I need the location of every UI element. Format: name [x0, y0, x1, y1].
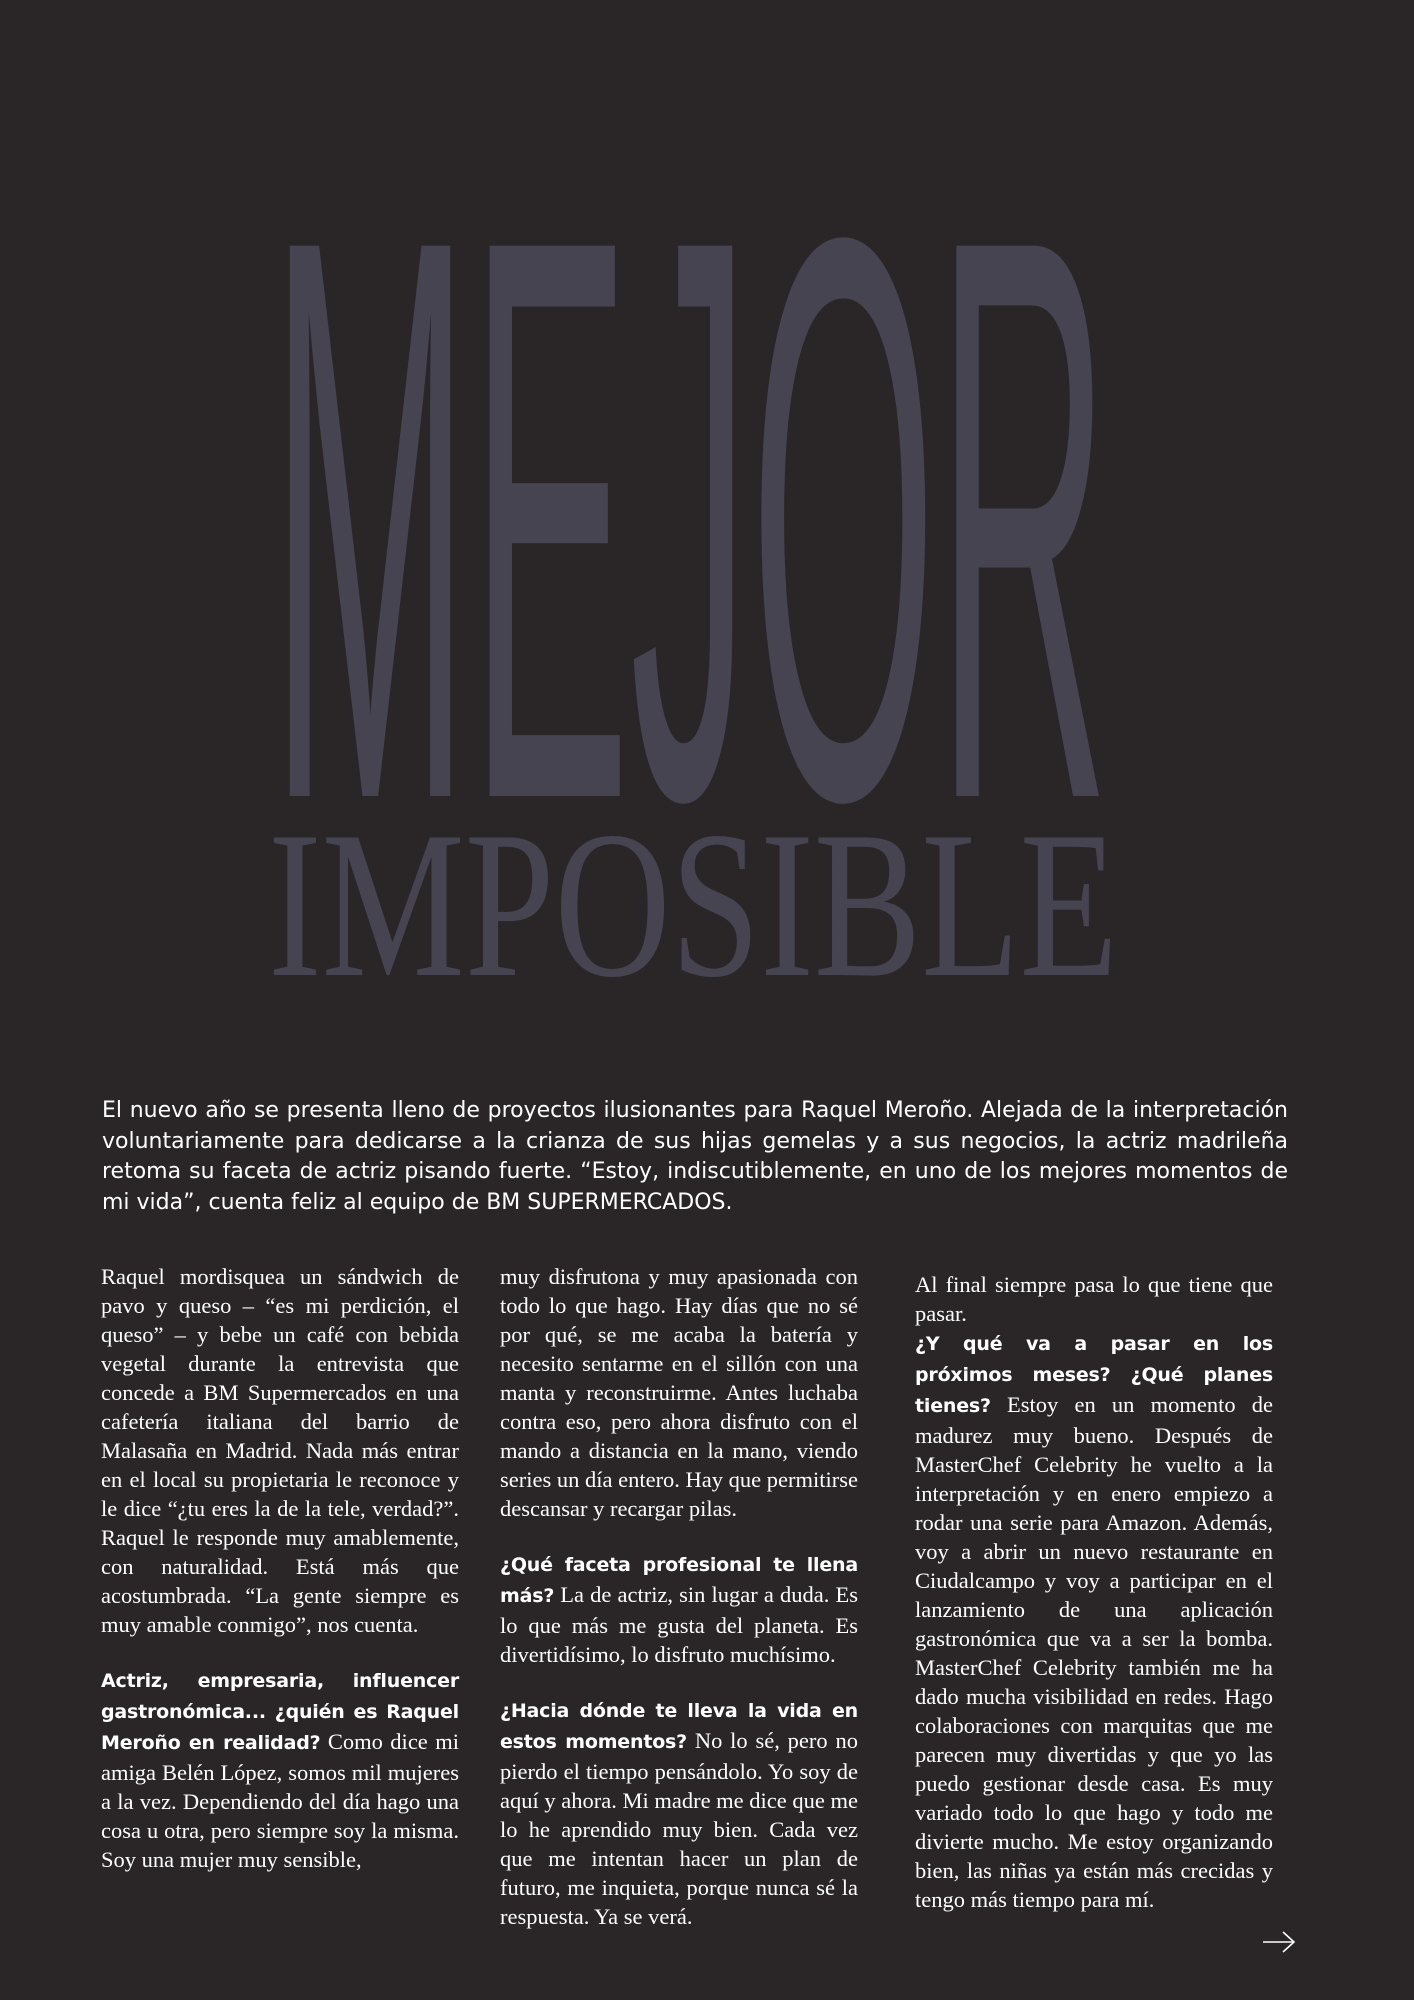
- arrow-right-icon[interactable]: [1262, 1930, 1296, 1954]
- answer: No lo sé, pero no pierdo el tiempo pensándolo. Yo soy de aquí y ahora. Mi madre me dice que me lo he aprendido muy bien. Cada vez que me intentan hacer un plan de futuro, me inquieta, porque nunca sé la respuesta. Ya se verá.: [500, 1728, 858, 1929]
- article-column-3: [915, 1270, 1273, 1940]
- qa-paragraph: [915, 1328, 1273, 1914]
- answer: Estoy en un momento de madurez muy bueno. Después de MasterChef Celebrity he vuelto a la interpretación y en enero empiezo a rodar una serie para Amazon. Además, voy a abrir un nuevo restaurante en Ciudalcampo y voy a participar en el lanzamiento de una aplicación gastronómica que va a ser la bomba. MasterChef Celebrity también me ha dado mucha visibilidad en redes. Hago colaboraciones con marquitas que me parecen muy divertidas y que yo las puedo gestionar desde casa. Es muy variado todo lo que hago y todo me divierte mucho. Me estoy organizando bien, las niñas ya están más crecidas y tengo más tiempo para mí.: [915, 1392, 1273, 1912]
- qa-paragraph: [500, 1695, 858, 1931]
- intro-paragraph: Raquel mordisquea un sándwich de pavo y queso – “es mi perdición, el queso” – y bebe un café con bebida vegetal durante la entrevista que concede a BM Supermercados en una cafetería italiana del barrio de Malasaña en Madrid. Nada más entrar en el local su propietaria le reconoce y le dice “¿tu eres la de la tele, verdad?”. Raquel le responde muy amablemente, con naturalidad. Está más que acostumbrada. “La gente siempre es muy amable conmigo”, nos cuenta.: [101, 1264, 459, 1637]
- body-paragraph: muy disfrutona y muy apasionada con todo lo que hago. Hay días que no sé por qué, se me acaba la batería y necesito sentarme en el sillón con una manta y reconstruirme. Antes luchaba contra eso, pero ahora disfruto con el mando a distancia en la mano, viendo series un día entero. Hay que permitirse descansar y recargar pilas.: [500, 1264, 859, 1521]
- headline-line1: MEJOR: [270, 72, 1110, 966]
- question: ¿Y qué va a pasar en los próximos meses? ¿Qué planes tienes?: [915, 1333, 1273, 1417]
- question: Actriz, empresaria, influencer gastronómica... ¿quién es Raquel Meroño en realidad?: [101, 1670, 459, 1754]
- qa-paragraph: [500, 1549, 858, 1669]
- article-column-1: [101, 1262, 459, 1900]
- article-column-2: [500, 1262, 858, 1957]
- question: ¿Qué faceta profesional te llena más?: [500, 1554, 858, 1607]
- answer: Como dice mi amiga Belén López, somos mil mujeres a la vez. Dependiendo del día hago una cosa u otra, pero siempre soy la misma. Soy una mujer muy sensible,: [101, 1729, 459, 1872]
- question: ¿Hacia dónde te lleva la vida en estos momentos?: [500, 1700, 858, 1753]
- body-paragraph: Al final siempre pasa lo que tiene que pasar.: [915, 1272, 1273, 1326]
- headline-imposible: [268, 789, 1128, 1021]
- answer: La de actriz, sin lugar a duda. Es lo que más me gusta del planeta. Es divertidísimo, lo disfruto muchísimo.: [500, 1582, 858, 1667]
- qa-paragraph: [101, 1665, 459, 1874]
- article-lead: El nuevo año se presenta lleno de proyectos ilusionantes para Raquel Meroño. Alejada de la interpretación voluntariamente para dedicarse a la crianza de sus hijas gemelas y a sus negocios, la actriz madrileña retoma su faceta de actriz pisando fuerte. “Estoy, indiscutiblemente, en uno de los mejores momentos de mi vida”, cuenta feliz al equipo de BM SUPERMERCADOS.: [102, 1098, 1288, 1215]
- headline-line2: IMPOSIBLE: [268, 789, 1118, 1021]
